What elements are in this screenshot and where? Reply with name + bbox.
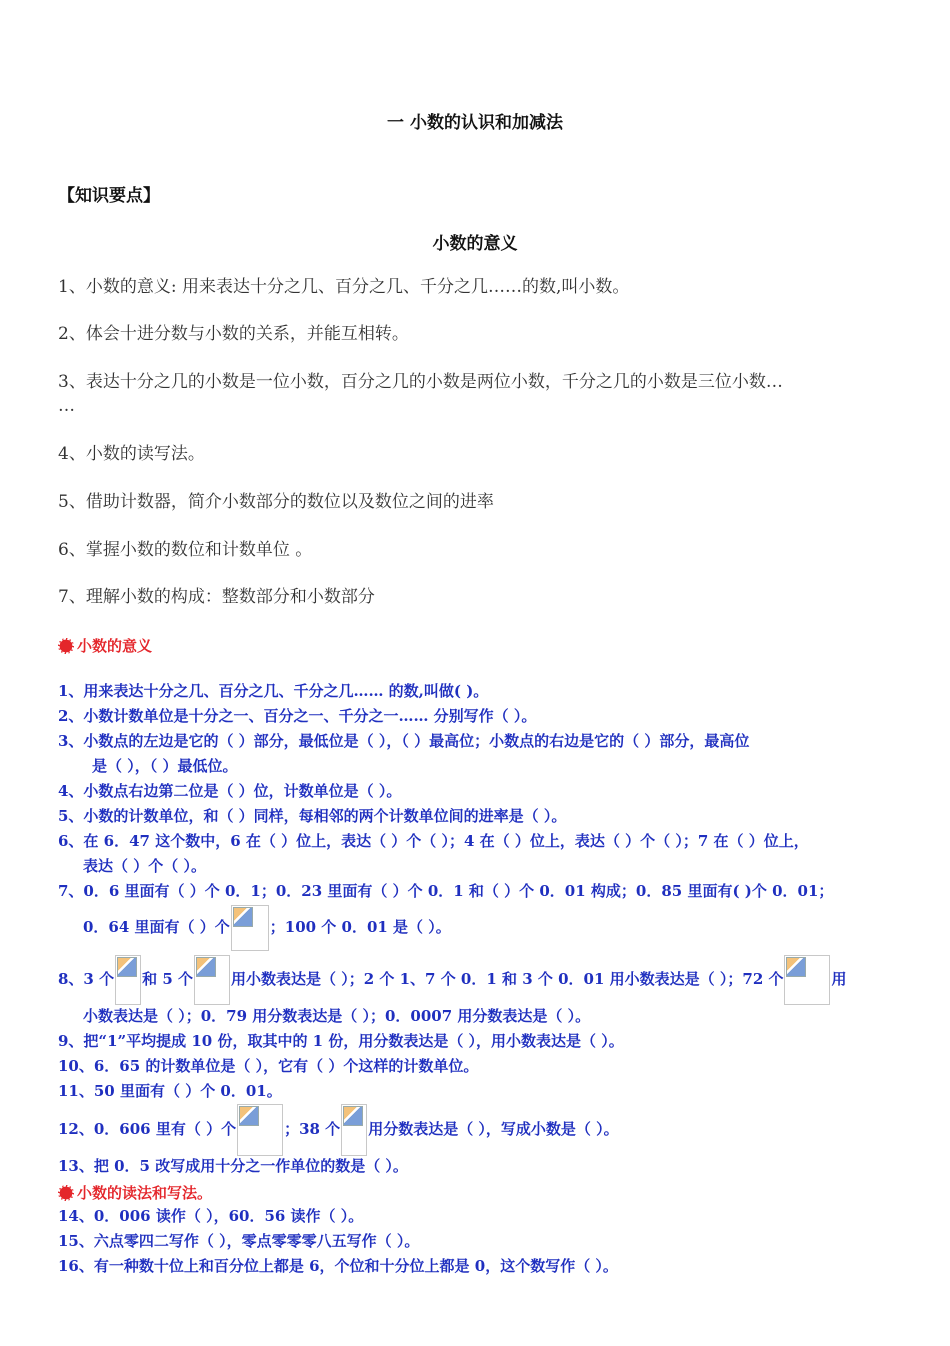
question-1: 1、用来表达十分之几、百分之几、千分之几…… 的数,叫做( )。 — [58, 682, 489, 700]
knowledge-point-4: 4、小数的读写法。 — [58, 444, 205, 464]
question-13: 13、把 0．5 改写成用十分之一作单位的数是（ ）。 — [58, 1157, 408, 1175]
question-8-text-b: 和 5 个 — [142, 970, 193, 988]
question-12-text-b: ；38 个 — [284, 1120, 341, 1138]
question-3-continued: 是（ ），（ ）最低位。 — [92, 757, 238, 775]
red-heading-text: 小数的读法和写法。 — [77, 1184, 213, 1202]
missing-image-icon — [237, 1104, 283, 1156]
section-heading: 【知识要点】 — [58, 186, 160, 206]
red-star-bullet-icon — [58, 638, 74, 654]
knowledge-point-3-continued: … — [58, 396, 75, 416]
question-14: 14、0．006 读作（ ），60．56 读作（ ）。 — [58, 1207, 364, 1225]
question-3: 3、小数点的左边是它的（ ）部分，最低位是（ ），（ ）最高位；小数点的右边是它的（ ）部分，最高位 — [58, 732, 750, 750]
question-7-continued — [83, 904, 928, 951]
question-8-text-d: 用 — [831, 970, 847, 988]
question-6-continued: 表达（ ）个（ ）。 — [83, 857, 206, 875]
missing-image-icon — [341, 1104, 367, 1156]
question-8-text-a: 8、3 个 — [58, 970, 115, 988]
question-11: 11、50 里面有（ ）个 0．01。 — [58, 1082, 282, 1100]
knowledge-point-1: 1、小数的意义: 用来表达十分之几、百分之几、千分之几……的数,叫小数。 — [58, 277, 630, 297]
red-heading-meaning — [58, 635, 152, 656]
question-8 — [58, 955, 903, 1005]
knowledge-point-2: 2、体会十进分数与小数的关系，并能互相转。 — [58, 324, 409, 344]
question-12-text-c: 用分数表达是（ ），写成小数是（ ）。 — [368, 1120, 619, 1138]
missing-image-icon — [194, 955, 230, 1005]
question-12-text-a: 12、0．606 里有（ ）个 — [58, 1120, 237, 1138]
question-8-continued: 小数表达是（ ）；0．79 用分数表达是（ ）；0．0007 用分数表达是（ ）。 — [83, 1007, 591, 1025]
question-15: 15、六点零四二写作（ ），零点零零零八五写作（ ）。 — [58, 1232, 420, 1250]
red-star-bullet-icon — [58, 1185, 74, 1201]
knowledge-point-3: 3、表达十分之几的小数是一位小数，百分之几的小数是两位小数，千分之几的小数是三位小数… — [58, 372, 783, 392]
red-heading-reading-writing — [58, 1182, 212, 1203]
missing-image-icon — [784, 955, 830, 1005]
question-8-text-c: 用小数表达是（ ）；2 个 1、7 个 0．1 和 3 个 0．01 用小数表达是（ ）；72 个 — [231, 970, 784, 988]
knowledge-point-6: 6、掌握小数的数位和计数单位 。 — [58, 540, 313, 560]
question-2: 2、小数计数单位是十分之一、百分之一、千分之一…… 分别写作（ ）。 — [58, 707, 537, 725]
question-12 — [58, 1104, 903, 1156]
missing-image-icon — [231, 905, 269, 951]
page-title: 一 小数的认识和加减法 — [387, 113, 563, 133]
question-5: 5、小数的计数单位，和（ ）同样，每相邻的两个计数单位间的进率是（ ）。 — [58, 807, 567, 825]
question-9: 9、把“1”平均提成 10 份，取其中的 1 份，用分数表达是（ ），用小数表达是（ ）。 — [58, 1032, 624, 1050]
subheading: 小数的意义 — [432, 234, 518, 254]
question-4: 4、小数点右边第二位是（ ）位，计数单位是（ ）。 — [58, 782, 402, 800]
question-7: 7、0．6 里面有（ ）个 0．1；0．23 里面有（ ）个 0．1 和（ ）个 0．01 构成；0．85 里面有( )个 0．01； — [58, 882, 834, 900]
question-6: 6、在 6．47 这个数中，6 在（ ）位上，表达（ ）个（ ）；4 在（ ）位上，表达（ ）个（ ）；7 在（ ）位上， — [58, 832, 809, 850]
knowledge-point-5: 5、借助计数器，简介小数部分的数位以及数位之间的进率 — [58, 492, 494, 512]
missing-image-icon — [115, 955, 141, 1005]
question-7-text-b: ；100 个 0．01 是（ ）。 — [269, 918, 451, 936]
question-7-text-a: 0．64 里面有（ ）个 — [83, 918, 230, 936]
question-10: 10、6．65 的计数单位是（ ），它有（ ）个这样的计数单位。 — [58, 1057, 479, 1075]
knowledge-point-7: 7、理解小数的构成：整数部分和小数部分 — [58, 587, 375, 607]
red-heading-text: 小数的意义 — [77, 637, 153, 655]
question-16: 16、有一种数十位上和百分位上都是 6，个位和十分位上都是 0，这个数写作（ ）。 — [58, 1257, 618, 1275]
